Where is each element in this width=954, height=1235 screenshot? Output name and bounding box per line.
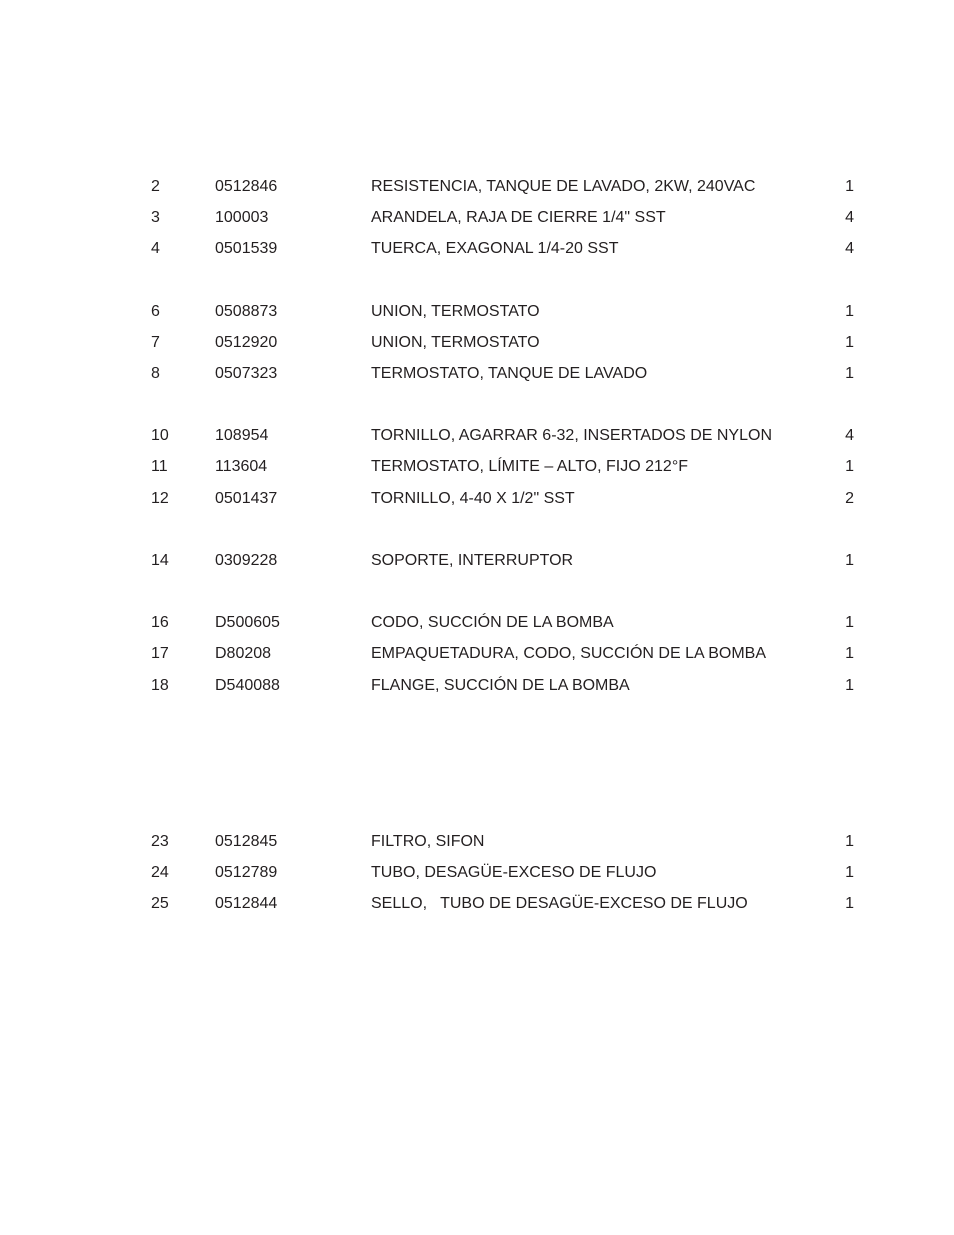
part-number: 100003 xyxy=(215,209,269,226)
item-number: 25 xyxy=(151,895,169,912)
item-number: 23 xyxy=(151,833,169,850)
part-number: 0501539 xyxy=(215,240,278,257)
part-number: 0512789 xyxy=(215,864,278,881)
part-row xyxy=(0,642,954,666)
part-number: D80208 xyxy=(215,645,272,662)
part-row xyxy=(0,300,954,324)
part-number: 0309228 xyxy=(215,552,278,569)
quantity: 1 xyxy=(845,614,854,631)
part-row xyxy=(0,861,954,885)
part-row xyxy=(0,237,954,261)
item-number: 6 xyxy=(151,303,160,320)
part-row xyxy=(0,611,954,635)
part-row xyxy=(0,549,954,573)
part-description: FILTRO, SIFON xyxy=(371,833,485,850)
part-description: FLANGE, SUCCIÓN DE LA BOMBA xyxy=(371,677,630,694)
part-description: EMPAQUETADURA, CODO, SUCCIÓN DE LA BOMBA xyxy=(371,645,767,662)
part-number: D500605 xyxy=(215,614,280,631)
item-number: 7 xyxy=(151,334,160,351)
quantity: 1 xyxy=(845,552,854,569)
part-row xyxy=(0,331,954,355)
part-row xyxy=(0,362,954,386)
part-description: TUERCA, EXAGONAL 1/4-20 SST xyxy=(371,240,619,257)
quantity: 1 xyxy=(845,334,854,351)
item-number: 12 xyxy=(151,490,169,507)
part-number: 0512846 xyxy=(215,178,278,195)
part-description: UNION, TERMOSTATO xyxy=(371,303,540,320)
quantity: 1 xyxy=(845,178,854,195)
quantity: 1 xyxy=(845,895,854,912)
item-number: 18 xyxy=(151,677,169,694)
quantity: 1 xyxy=(845,833,854,850)
quantity: 1 xyxy=(845,365,854,382)
part-description: CODO, SUCCIÓN DE LA BOMBA xyxy=(371,614,614,631)
part-row xyxy=(0,175,954,199)
part-description: TERMOSTATO, LÍMITE – ALTO, FIJO 212°F xyxy=(371,458,688,475)
part-description: TORNILLO, AGARRAR 6-32, INSERTADOS DE NYLON xyxy=(371,427,772,444)
part-number: 108954 xyxy=(215,427,269,444)
quantity: 1 xyxy=(845,864,854,881)
quantity: 2 xyxy=(845,490,854,507)
part-row xyxy=(0,487,954,511)
item-number: 10 xyxy=(151,427,169,444)
part-row xyxy=(0,455,954,479)
part-number: 0508873 xyxy=(215,303,278,320)
item-number: 3 xyxy=(151,209,160,226)
item-number: 2 xyxy=(151,178,160,195)
part-row xyxy=(0,830,954,854)
part-row xyxy=(0,424,954,448)
quantity: 1 xyxy=(845,677,854,694)
part-number: D540088 xyxy=(215,677,280,694)
part-number: 0512844 xyxy=(215,895,278,912)
part-number: 113604 xyxy=(215,458,268,475)
item-number: 14 xyxy=(151,552,169,569)
part-row xyxy=(0,206,954,230)
part-description: TORNILLO, 4-40 X 1/2" SST xyxy=(371,490,575,507)
quantity: 4 xyxy=(845,427,854,444)
item-number: 11 xyxy=(151,458,168,475)
item-number: 16 xyxy=(151,614,169,631)
quantity: 1 xyxy=(845,645,854,662)
part-description: ARANDELA, RAJA DE CIERRE 1/4" SST xyxy=(371,209,666,226)
part-number: 0512920 xyxy=(215,334,278,351)
part-description: RESISTENCIA, TANQUE DE LAVADO, 2KW, 240VAC xyxy=(371,178,756,195)
quantity: 4 xyxy=(845,209,854,226)
part-description: SOPORTE, INTERRUPTOR xyxy=(371,552,574,569)
part-description: UNION, TERMOSTATO xyxy=(371,334,540,351)
part-description: TUBO, DESAGÜE-EXCESO DE FLUJO xyxy=(371,864,657,881)
part-number: 0512845 xyxy=(215,833,278,850)
part-row xyxy=(0,892,954,916)
part-description: TERMOSTATO, TANQUE DE LAVADO xyxy=(371,365,648,382)
item-number: 8 xyxy=(151,365,160,382)
part-row xyxy=(0,674,954,698)
item-number: 24 xyxy=(151,864,169,881)
part-number: 0507323 xyxy=(215,365,278,382)
quantity: 1 xyxy=(845,303,854,320)
item-number: 4 xyxy=(151,240,160,257)
quantity: 1 xyxy=(845,458,854,475)
item-number: 17 xyxy=(151,645,169,662)
part-description: SELLO, TUBO DE DESAGÜE-EXCESO DE FLUJO xyxy=(371,895,748,912)
part-number: 0501437 xyxy=(215,490,278,507)
quantity: 4 xyxy=(845,240,854,257)
